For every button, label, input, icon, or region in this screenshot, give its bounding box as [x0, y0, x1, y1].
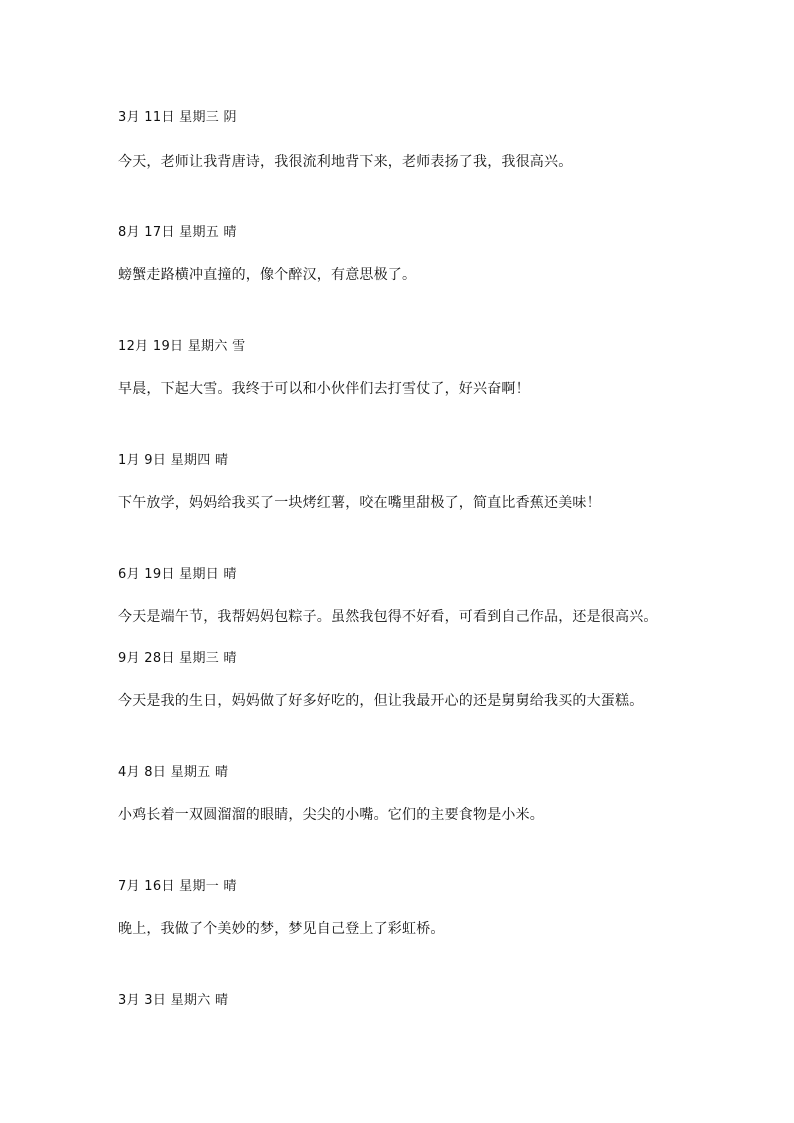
entry-text: 螃蟹走路横冲直撞的，像个醉汉，有意思极了。 — [118, 267, 417, 283]
entry-date: 6月 19日 星期日 晴 — [118, 567, 237, 582]
entry-text: 早晨，下起大雪。我终于可以和小伙伴们去打雪仗了，好兴奋啊！ — [118, 381, 530, 397]
entry-date: 7月 16日 星期一 晴 — [118, 879, 237, 894]
entry-text: 今天，老师让我背唐诗，我很流利地背下来，老师表扬了我，我很高兴。 — [118, 154, 573, 170]
entry-text: 晚上，我做了个美妙的梦，梦见自己登上了彩虹桥。 — [118, 921, 445, 937]
entry-date: 9月 28日 星期三 晴 — [118, 651, 237, 666]
entry-text: 今天是端午节，我帮妈妈包粽子。虽然我包得不好看，可看到自己作品，还是很高兴。 — [118, 609, 658, 625]
entry-date: 12月 19日 星期六 雪 — [118, 339, 246, 354]
entry-date: 4月 8日 星期五 晴 — [118, 765, 229, 780]
entry-date: 1月 9日 星期四 晴 — [118, 453, 229, 468]
entry-date: 3月 3日 星期六 晴 — [118, 993, 229, 1008]
entry-date: 3月 11日 星期三 阴 — [118, 110, 237, 125]
entry-date: 8月 17日 星期五 晴 — [118, 225, 237, 240]
entry-text: 今天是我的生日，妈妈做了好多好吃的，但让我最开心的还是舅舅给我买的大蛋糕。 — [118, 693, 644, 709]
entry-text: 下午放学，妈妈给我买了一块烤红薯，咬在嘴里甜极了，简直比香蕉还美味！ — [118, 495, 601, 511]
entry-text: 小鸡长着一双圆溜溜的眼睛，尖尖的小嘴。它们的主要食物是小米。 — [118, 807, 544, 823]
